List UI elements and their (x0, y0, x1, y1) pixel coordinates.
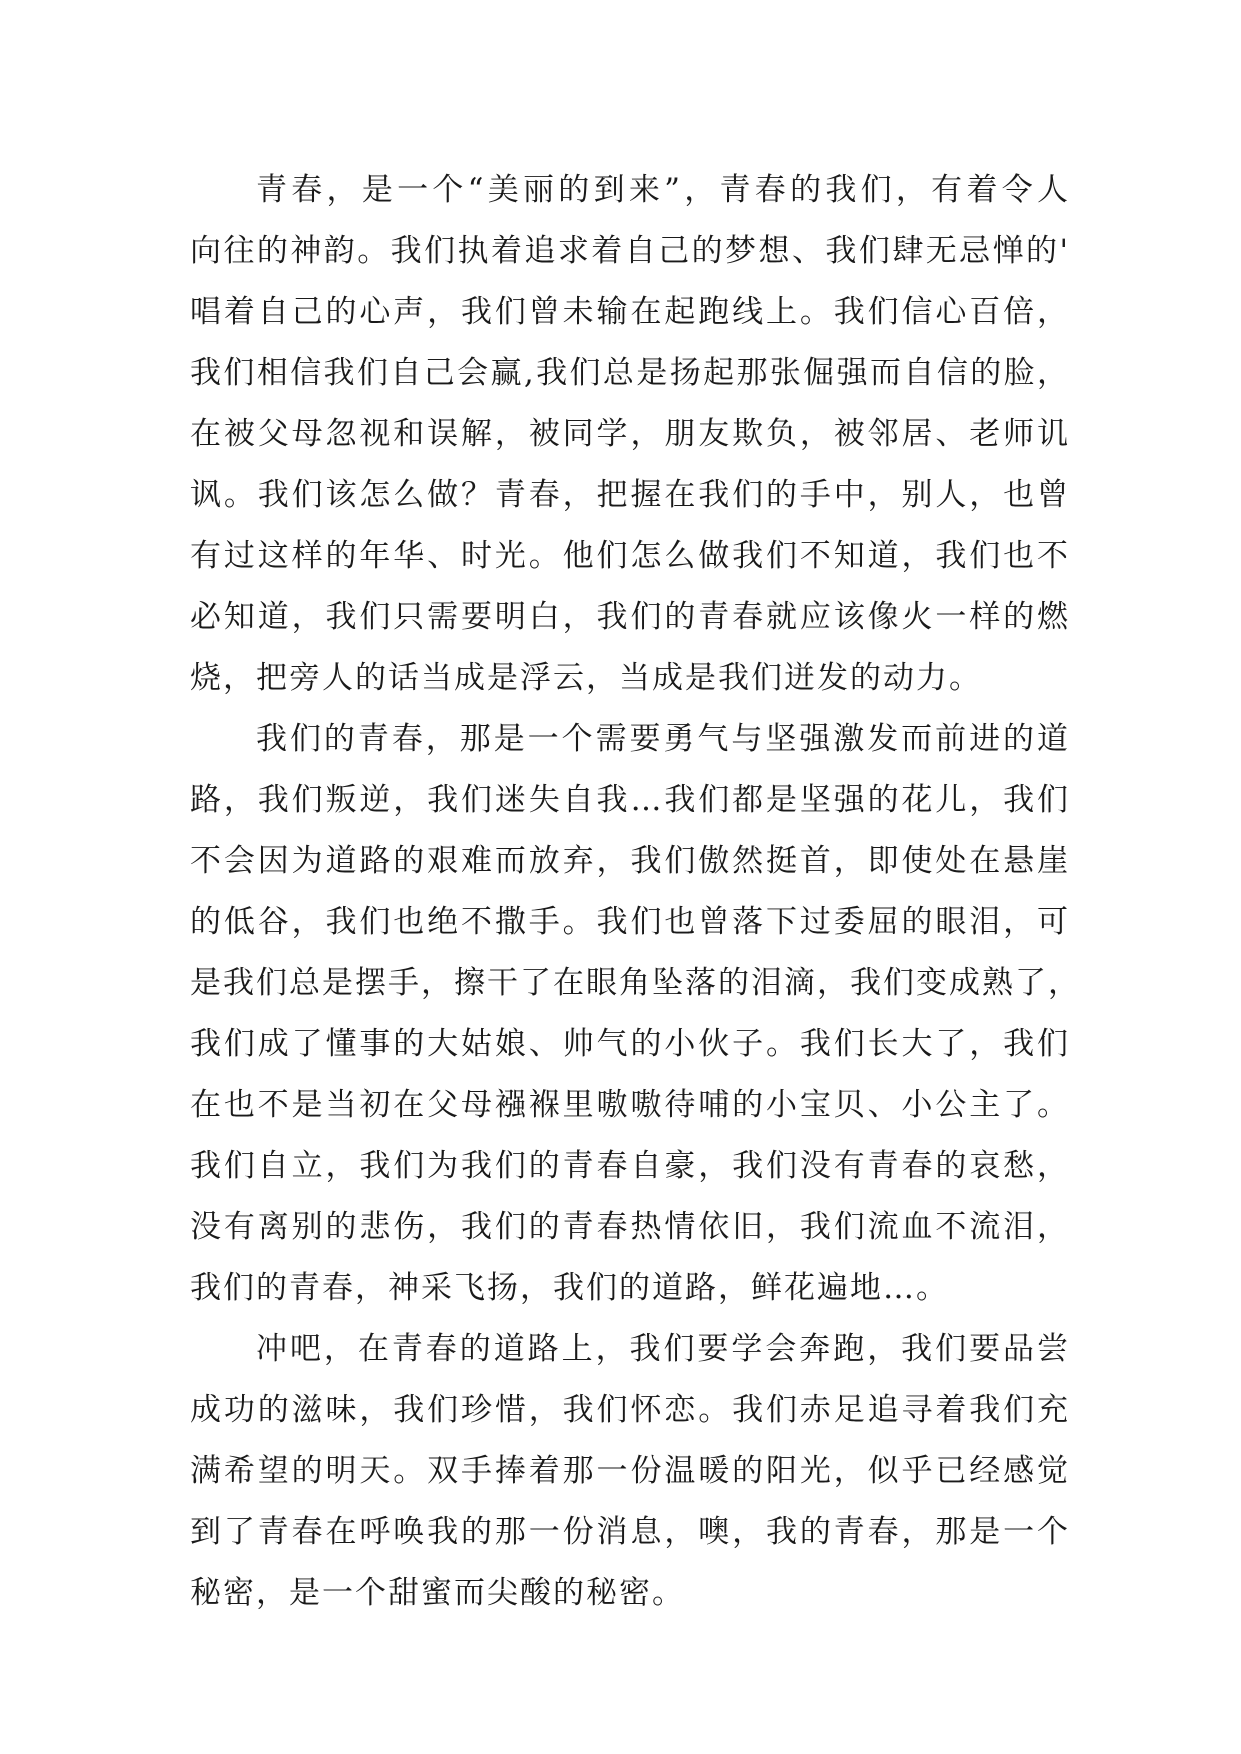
text-line: 向往的神韵。我们执着追求着自己的梦想、我们肆无忌惮的' (190, 233, 1070, 269)
text-line: 我们自立，我们为我们的青春自豪，我们没有青春的哀愁， (190, 1148, 1070, 1184)
paragraph-1 (190, 160, 1070, 709)
text-line: 冲吧，在青春的道路上，我们要学会奔跑，我们要品尝 (256, 1331, 1070, 1367)
text-line: 烧，把旁人的话当成是浮云，当成是我们迸发的动力。 (190, 660, 982, 696)
paragraph-2 (190, 709, 1081, 1319)
text-line: 没有离别的悲伤，我们的青春热情依旧，我们流血不流泪， (190, 1209, 1070, 1245)
text-line: 讽。我们该怎么做？青春，把握在我们的手中，别人，也曾 (190, 477, 1070, 513)
text-line: 必知道，我们只需要明白，我们的青春就应该像火一样的燃 (190, 599, 1070, 635)
text-line: 路，我们叛逆，我们迷失自我…我们都是坚强的花儿，我们 (190, 782, 1070, 818)
text-line: 不会因为道路的艰难而放弃，我们傲然挺首，即使处在悬崖 (190, 843, 1070, 879)
paragraph-3 (190, 1319, 1070, 1624)
text-line: 的低谷，我们也绝不撒手。我们也曾落下过委屈的眼泪，可 (190, 904, 1070, 940)
text-line: 秘密，是一个甜蜜而尖酸的秘密。 (190, 1575, 685, 1611)
text-line: 我们的青春，神采飞扬，我们的道路，鲜花遍地…。 (190, 1270, 949, 1306)
text-line: 青春，是一个“美丽的到来”，青春的我们，有着令人 (256, 172, 1070, 208)
text-line: 到了青春在呼唤我的那一份消息，噢，我的青春，那是一个 (190, 1514, 1070, 1550)
text-line: 我们相信我们自己会赢,我们总是扬起那张倔强而自信的脸， (190, 355, 1070, 391)
text-line: 有过这样的年华、时光。他们怎么做我们不知道，我们也不 (190, 538, 1070, 574)
text-line: 满希望的明天。双手捧着那一份温暖的阳光，似乎已经感觉 (190, 1453, 1070, 1489)
text-line: 是我们总是摆手，擦干了在眼角坠落的泪滴，我们变成熟了， (190, 965, 1081, 1001)
text-line: 我们成了懂事的大姑娘、帅气的小伙子。我们长大了，我们 (190, 1026, 1070, 1062)
document-body (190, 160, 1081, 1624)
text-line: 在也不是当初在父母襁褓里嗷嗷待哺的小宝贝、小公主了。 (190, 1087, 1070, 1123)
text-line: 在被父母忽视和误解，被同学，朋友欺负，被邻居、老师讥 (190, 416, 1070, 452)
text-line: 成功的滋味，我们珍惜，我们怀恋。我们赤足追寻着我们充 (190, 1392, 1070, 1428)
text-line: 唱着自己的心声，我们曾未输在起跑线上。我们信心百倍， (190, 294, 1070, 330)
text-line: 我们的青春，那是一个需要勇气与坚强激发而前进的道 (256, 721, 1070, 757)
